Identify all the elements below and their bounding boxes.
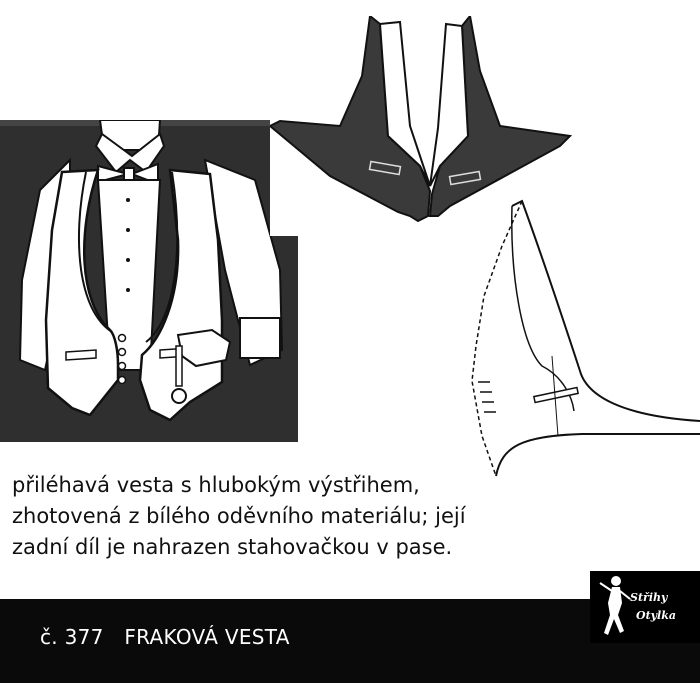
- description-text: [12, 470, 572, 563]
- vest-front-illustration: [270, 16, 580, 226]
- vest-pattern-illustration: [462, 196, 700, 482]
- description-line-2: zhotovená z bílého oděvního materiálu; její: [12, 504, 466, 528]
- pattern-number: č. 377: [40, 625, 104, 649]
- dancer-silhouette-icon: [594, 573, 634, 645]
- pattern-title: [40, 625, 290, 649]
- brand-logo: [590, 571, 700, 643]
- description-line-1: přiléhavá vesta s hlubokým výstřihem,: [12, 473, 420, 497]
- description-line-3: zadní díl je nahrazen stahovačkou v pase.: [12, 535, 453, 559]
- pattern-name: FRAKOVÁ VESTA: [124, 625, 290, 649]
- logo-text-line-2: Otylka: [636, 609, 676, 622]
- logo-text-line-1: Střihy: [630, 591, 668, 604]
- vest-wearer-illustration: [0, 120, 298, 442]
